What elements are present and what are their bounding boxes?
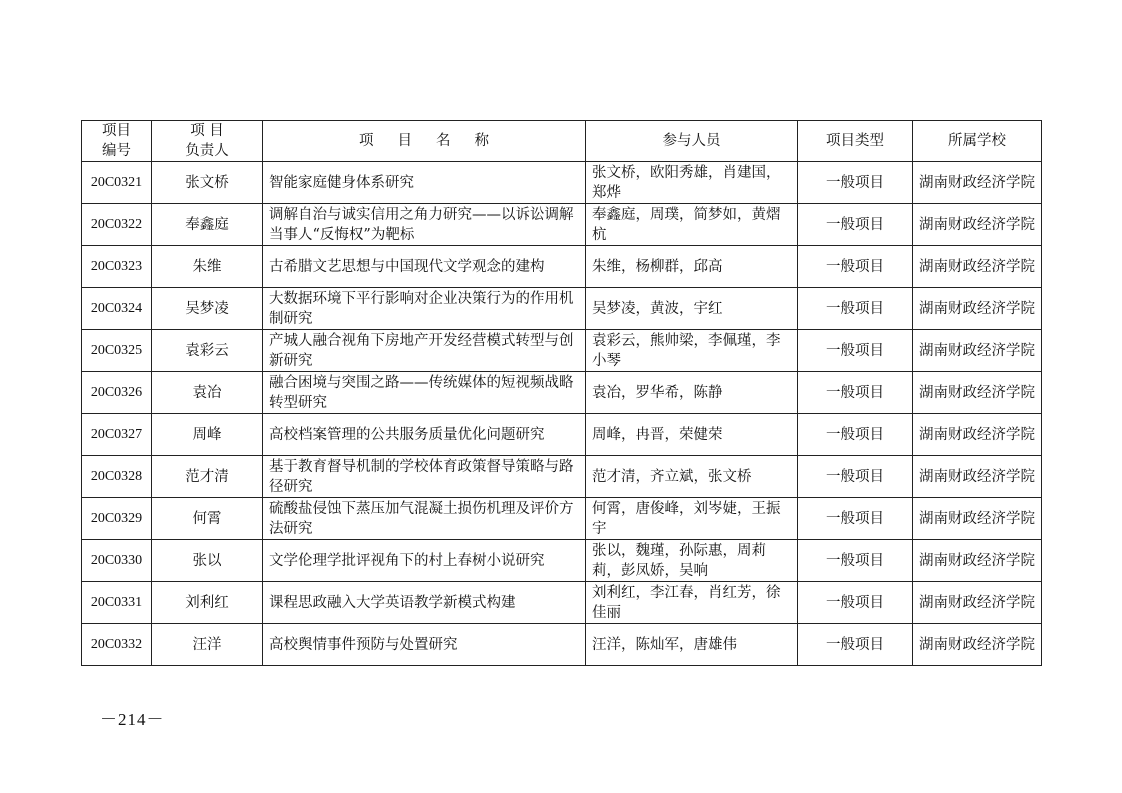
cell-school: 湖南财政经济学院 <box>913 288 1042 330</box>
table-body <box>82 162 1042 666</box>
cell-project-id: 20C0332 <box>82 624 152 666</box>
header-project-name <box>263 121 586 162</box>
table-row <box>82 498 1042 540</box>
cell-project-type: 一般项目 <box>798 246 913 288</box>
cell-project-type: 一般项目 <box>798 372 913 414</box>
header-project-id-line2: 编号 <box>102 143 131 159</box>
cell-school: 湖南财政经济学院 <box>913 582 1042 624</box>
cell-school: 湖南财政经济学院 <box>913 540 1042 582</box>
cell-members: 刘利红，李江春，肖红芳，徐佳丽 <box>586 582 798 624</box>
header-leader-line2: 负责人 <box>185 143 229 159</box>
cell-project-id: 20C0325 <box>82 330 152 372</box>
cell-project-id: 20C0324 <box>82 288 152 330</box>
cell-members: 汪洋，陈灿军，唐雄伟 <box>586 624 798 666</box>
cell-project-name: 高校档案管理的公共服务质量优化问题研究 <box>263 414 586 456</box>
cell-project-name: 古希腊文艺思想与中国现代文学观念的建构 <box>263 246 586 288</box>
cell-school: 湖南财政经济学院 <box>913 372 1042 414</box>
cell-project-type: 一般项目 <box>798 540 913 582</box>
cell-project-name: 高校舆情事件预防与处置研究 <box>263 624 586 666</box>
cell-project-name: 硫酸盐侵蚀下蒸压加气混凝土损伤机理及评价方法研究 <box>263 498 586 540</box>
cell-project-name: 融合困境与突围之路——传统媒体的短视频战略转型研究 <box>263 372 586 414</box>
cell-members: 袁彩云，熊帅梁，李佩瑾，李小琴 <box>586 330 798 372</box>
cell-project-id: 20C0327 <box>82 414 152 456</box>
cell-school: 湖南财政经济学院 <box>913 498 1042 540</box>
table-row <box>82 162 1042 204</box>
cell-leader: 朱维 <box>152 246 263 288</box>
cell-project-type: 一般项目 <box>798 498 913 540</box>
cell-project-id: 20C0326 <box>82 372 152 414</box>
cell-project-name: 产城人融合视角下房地产开发经营模式转型与创新研究 <box>263 330 586 372</box>
cell-leader: 奉鑫庭 <box>152 204 263 246</box>
cell-project-type: 一般项目 <box>798 624 913 666</box>
cell-members: 朱维，杨柳群，邱高 <box>586 246 798 288</box>
cell-leader: 张文桥 <box>152 162 263 204</box>
cell-project-id: 20C0330 <box>82 540 152 582</box>
header-project-id-line1: 项目 <box>102 123 131 139</box>
header-row <box>82 121 1042 162</box>
header-project-type: 项目类型 <box>798 121 913 162</box>
cell-members: 奉鑫庭，周璞，简梦如，黄熠杭 <box>586 204 798 246</box>
cell-project-name: 文学伦理学批评视角下的村上春树小说研究 <box>263 540 586 582</box>
cell-leader: 吴梦凌 <box>152 288 263 330</box>
table-row <box>82 414 1042 456</box>
header-project-id <box>82 121 152 162</box>
cell-members: 周峰，冉晋，荣健荣 <box>586 414 798 456</box>
header-project-name-char: 目 <box>397 133 412 149</box>
cell-project-name: 基于教育督导机制的学校体育政策督导策略与路径研究 <box>263 456 586 498</box>
project-table <box>81 120 1042 666</box>
cell-project-type: 一般项目 <box>798 330 913 372</box>
cell-project-id: 20C0331 <box>82 582 152 624</box>
header-leader-line1: 项 目 <box>190 123 224 139</box>
table-row <box>82 204 1042 246</box>
cell-project-id: 20C0329 <box>82 498 152 540</box>
cell-school: 湖南财政经济学院 <box>913 330 1042 372</box>
cell-project-name: 调解自治与诚实信用之角力研究——以诉讼调解当事人“反悔权”为靶标 <box>263 204 586 246</box>
header-leader <box>152 121 263 162</box>
header-project-name-char: 项 <box>359 133 374 149</box>
table-row <box>82 456 1042 498</box>
cell-project-id: 20C0322 <box>82 204 152 246</box>
table-row <box>82 624 1042 666</box>
cell-leader: 袁彩云 <box>152 330 263 372</box>
table-row <box>82 246 1042 288</box>
cell-project-id: 20C0321 <box>82 162 152 204</box>
table-row <box>82 372 1042 414</box>
table-row <box>82 288 1042 330</box>
table-header <box>82 121 1042 162</box>
cell-project-type: 一般项目 <box>798 414 913 456</box>
page-number: －214－ <box>100 710 165 729</box>
cell-members: 吴梦凌，黄波，宇红 <box>586 288 798 330</box>
cell-school: 湖南财政经济学院 <box>913 246 1042 288</box>
cell-school: 湖南财政经济学院 <box>913 624 1042 666</box>
cell-project-type: 一般项目 <box>798 456 913 498</box>
cell-school: 湖南财政经济学院 <box>913 162 1042 204</box>
cell-school: 湖南财政经济学院 <box>913 456 1042 498</box>
cell-project-name: 智能家庭健身体系研究 <box>263 162 586 204</box>
cell-members: 何霄，唐俊峰，刘岑婕，王振宇 <box>586 498 798 540</box>
cell-project-id: 20C0323 <box>82 246 152 288</box>
cell-leader: 刘利红 <box>152 582 263 624</box>
table-row <box>82 540 1042 582</box>
cell-leader: 汪洋 <box>152 624 263 666</box>
cell-members: 张以，魏瑾，孙际惠，周莉莉，彭凤娇，吴响 <box>586 540 798 582</box>
header-school: 所属学校 <box>913 121 1042 162</box>
cell-project-name: 大数据环境下平行影响对企业决策行为的作用机制研究 <box>263 288 586 330</box>
header-project-name-char: 名 <box>436 133 451 149</box>
cell-project-type: 一般项目 <box>798 582 913 624</box>
cell-leader: 范才清 <box>152 456 263 498</box>
header-members: 参与人员 <box>586 121 798 162</box>
cell-members: 范才清，齐立斌，张文桥 <box>586 456 798 498</box>
cell-project-type: 一般项目 <box>798 288 913 330</box>
cell-project-type: 一般项目 <box>798 162 913 204</box>
header-project-name-char: 称 <box>474 133 489 149</box>
cell-leader: 何霄 <box>152 498 263 540</box>
cell-project-id: 20C0328 <box>82 456 152 498</box>
cell-leader: 周峰 <box>152 414 263 456</box>
table-row <box>82 330 1042 372</box>
cell-leader: 袁冶 <box>152 372 263 414</box>
cell-project-type: 一般项目 <box>798 204 913 246</box>
cell-project-name: 课程思政融入大学英语教学新模式构建 <box>263 582 586 624</box>
cell-school: 湖南财政经济学院 <box>913 414 1042 456</box>
table-row <box>82 582 1042 624</box>
cell-leader: 张以 <box>152 540 263 582</box>
cell-members: 张文桥，欧阳秀雄，肖建国，郑烨 <box>586 162 798 204</box>
cell-school: 湖南财政经济学院 <box>913 204 1042 246</box>
cell-members: 袁冶，罗华希，陈静 <box>586 372 798 414</box>
